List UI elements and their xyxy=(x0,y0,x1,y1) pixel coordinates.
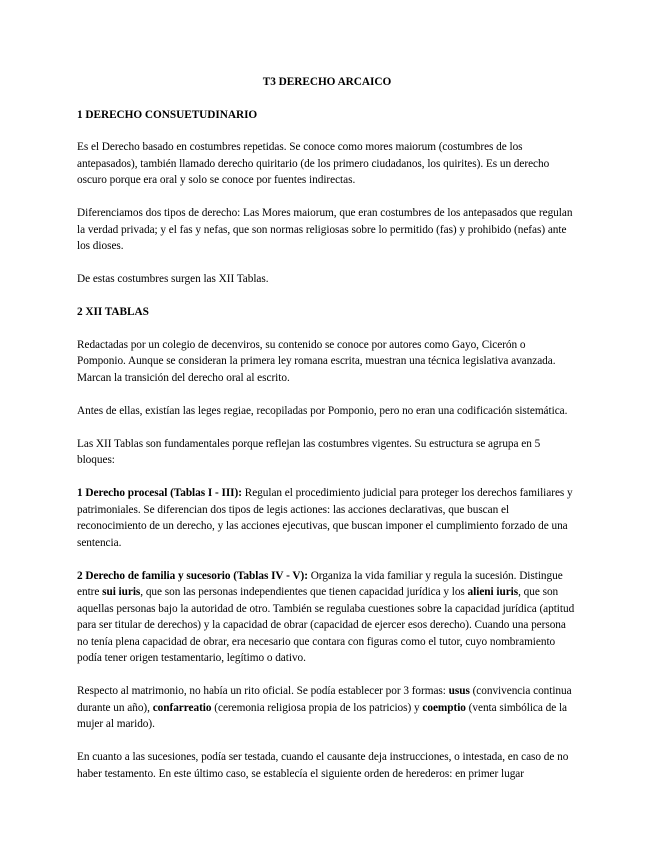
term-usus: usus xyxy=(448,685,470,697)
term-coemptio: coemptio xyxy=(422,701,466,714)
document-page xyxy=(77,74,577,799)
section-heading-2: 2 XII TABLAS xyxy=(77,306,149,318)
page-title: T3 DERECHO ARCAICO xyxy=(262,76,392,88)
paragraph: De estas costumbres surgen las XII Tablas. xyxy=(77,273,269,285)
paragraph-sucesiones: En cuanto a las sucesiones, podía ser testada, cuando el causante deja instrucciones, o intestada, en caso de no haber testamento. En este último caso, se establecía el siguiente orden de herederos: en primer lugar xyxy=(77,751,569,780)
text: (convivencia continua durante un año), xyxy=(77,685,572,714)
block-text: Regulan el procedimiento judicial para proteger los derechos familiares y patrimoniales. Se diferencian dos tipos de legis actiones: las acciones declarativas, que buscan el reconocimiento de un derecho, y las acciones ejecutivas, que buscan imponer el cumplimiento forzado de una sentencia. xyxy=(77,487,573,549)
paragraph: Redactadas por un colegio de decenviros, su contenido se conoce por autores como Gayo, Cicerón o Pomponio. Aunque se consideran la primera ley romana escrita, muestran una técnica legislativa avanzada. Marcan la transición del derecho oral al escrito. xyxy=(77,338,556,384)
block-text: , que son las personas independientes que tienen capacidad jurídica y los xyxy=(140,586,468,598)
text: Respecto al matrimonio, no había un rito oficial. Se podía establecer por 3 formas: xyxy=(77,685,449,697)
paragraph: Antes de ellas, existían las leges regiae, recopiladas por Pomponio, pero no eran una codificación sistemática. xyxy=(77,404,568,417)
block-text: Organiza la vida familiar y regula la sucesión. Distingue entre xyxy=(77,569,563,598)
section-heading-1: 1 DERECHO CONSUETUDINARIO xyxy=(77,108,258,121)
paragraph: Es el Derecho basado en costumbres repetidas. Se conoce como mores maiorum (costumbres de los antepasados), también llamado derecho quiritario (de los primero ciudadanos, los quirites). Es un derecho oscuro porque era oral y solo se conoce por fuentes indirectas. xyxy=(77,141,550,186)
paragraph-matrimonio xyxy=(77,683,577,733)
block-derecho-familia xyxy=(77,568,577,667)
block-derecho-procesal xyxy=(77,485,577,551)
term-sui-iuris: sui iuris xyxy=(102,586,141,598)
term-alieni-iuris: alieni iuris xyxy=(467,586,519,598)
block-text: , que son aquellas personas bajo la autoridad de otro. También se regulaba cuestiones sobre la capacidad jurídica (aptitud para ser titular de derechos) y la capacidad de obrar (capacidad de ejercer esos derecho). Cuando una persona no tenía plena capacidad de obrar, era necesario que contara con figuras como el tutor, cuyo nombramiento podía tener origen testamentario, legítimo o dativo. xyxy=(77,586,575,664)
paragraph: Diferenciamos dos tipos de derecho: Las Mores maiorum, que eran costumbres de los antepasados que regulan la verdad privada; y el fas y nefas, que son normas religiosas sobre lo permitido (fas) y prohibido (nefas) ante los dioses. xyxy=(77,207,573,252)
block-title: 2 Derecho de familia y sucesorio (Tablas IV - V): xyxy=(77,569,308,582)
text: (ceremonia religiosa propia de los patricios) y xyxy=(211,701,423,714)
block-title: 1 Derecho procesal (Tablas I - III): xyxy=(77,487,242,499)
term-confarreatio: confarreatio xyxy=(152,701,212,714)
text: (venta simbólica de la mujer al marido). xyxy=(77,701,568,730)
paragraph: Las XII Tablas son fundamentales porque reflejan las costumbres vigentes. Su estructura se agrupa en 5 bloques: xyxy=(77,437,541,466)
